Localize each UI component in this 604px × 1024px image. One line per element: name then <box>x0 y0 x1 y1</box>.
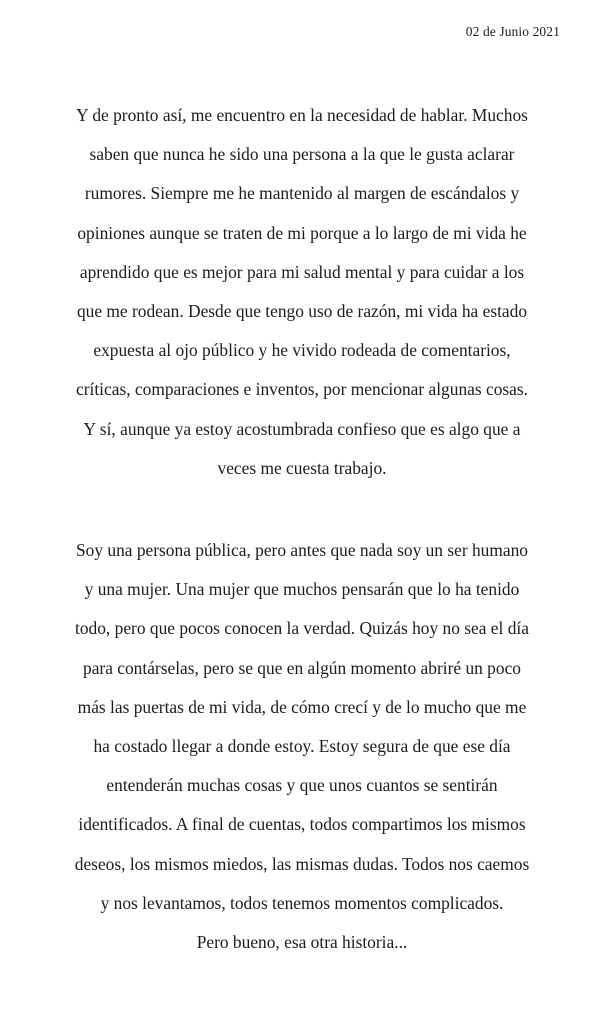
text-line: identificados. A final de cuentas, todos compartimos los mismos <box>78 814 526 835</box>
text-line: más las puertas de mi vida, de cómo crecí y de lo mucho que me <box>77 696 527 717</box>
text-line: que me rodean. Desde que tengo uso de razón, mi vida ha estado <box>76 300 528 321</box>
text-line: saben que nunca he sido una persona a la que le gusta aclarar <box>89 144 515 165</box>
text-line: Soy una persona pública, pero antes que nada soy un ser humano <box>75 540 529 560</box>
text-line: Y sí, aunque ya estoy acostumbrada confieso que es algo que a <box>83 418 521 439</box>
paragraph-2 <box>0 531 604 962</box>
text-line: ha costado llegar a donde estoy. Estoy segura de que ese día <box>93 735 511 756</box>
text-line: rumores. Siempre me he mantenido al margen de escándalos y <box>84 183 520 204</box>
text-line: todo, pero que pocos conocen la verdad. Quizás hoy no sea el día <box>75 618 529 639</box>
text-line: veces me cuesta trabajo. <box>217 457 387 478</box>
text-line: aprendido que es mejor para mi salud mental y para cuidar a los <box>79 261 525 282</box>
text-line: opiniones aunque se traten de mi porque a lo largo de mi vida he <box>77 222 527 243</box>
paragraph-1 <box>0 96 604 488</box>
text-line: críticas, comparaciones e inventos, por mencionar algunas cosas. <box>76 379 528 400</box>
text-line: expuesta al ojo público y he vivido rodeada de comentarios, <box>93 340 511 361</box>
text-line: Y de pronto así, me encuentro en la necesidad de hablar. Muchos <box>76 105 528 125</box>
text-line: entenderán muchas cosas y que unos cuantos se sentirán <box>106 775 498 796</box>
letter-date: 02 de Junio 2021 <box>465 24 560 39</box>
text-line: deseos, los mismos miedos, las mismas dudas. Todos nos caemos <box>74 853 530 874</box>
closing-line: Pero bueno, esa otra historia... <box>196 931 408 952</box>
text-line: y nos levantamos, todos tenemos momentos complicados. <box>100 892 504 913</box>
text-line: para contárselas, pero se que en algún momento abriré un poco <box>83 657 521 678</box>
text-line: y una mujer. Una mujer que muchos pensarán que lo ha tenido <box>84 579 520 600</box>
